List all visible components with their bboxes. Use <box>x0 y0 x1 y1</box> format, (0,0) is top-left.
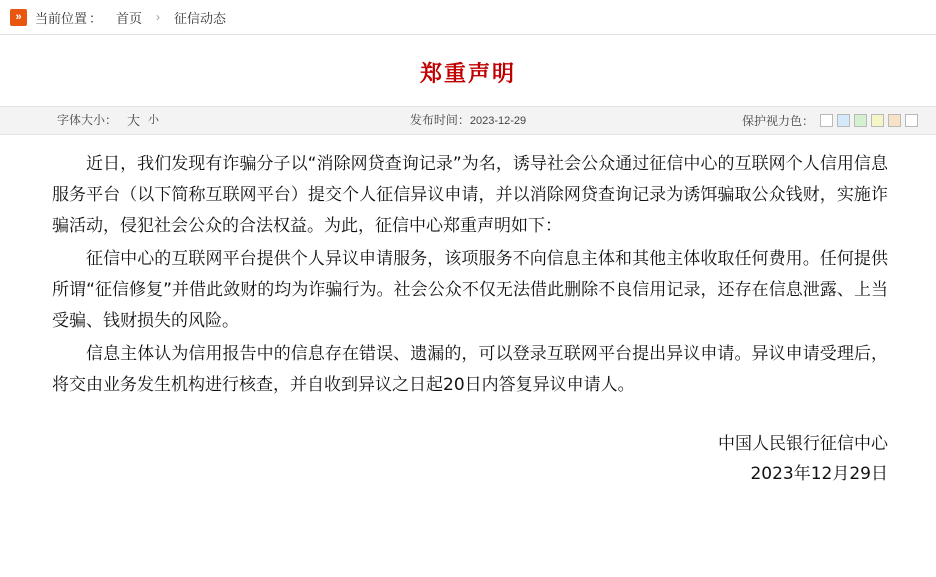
breadcrumb-current-link[interactable]: 征信动态 <box>174 10 227 26</box>
breadcrumb-badge-icon: » <box>10 9 27 26</box>
article-paragraph: 近日，我们发现有诈骗分子以“消除网贷查询记录”为名，诱导社会公众通过征信中心的互联网个人信用信息服务平台（以下简称互联网平台）提交个人征信异议申请，并以消除网贷查询记录为诱饵骗取公众钱财，实施诈骗活动，侵犯社会公众的合法权益。为此，征信中心郑重声明如下： <box>52 154 888 236</box>
color-swatch-5[interactable] <box>888 114 901 127</box>
publish-date: 2023-12-29 <box>469 115 527 127</box>
article-body <box>0 135 936 401</box>
page-title: 郑重声明 <box>419 62 516 87</box>
color-swatch-2[interactable] <box>837 114 850 127</box>
color-swatch-1[interactable] <box>820 114 833 127</box>
article-meta-bar <box>0 106 936 135</box>
publish-label: 发布时间： <box>409 113 470 127</box>
article-paragraph: 征信中心的互联网平台提供个人异议申请服务，该项服务不向信息主体和其他主体收取任何费用。任何提供所谓“征信修复”并借此敛财的均为诈骗行为。社会公众不仅无法借此删除不良信用记录，还存在信息泄露、上当受骗、钱财损失的风险。 <box>52 249 888 331</box>
chevron-right-icon: › <box>156 10 161 24</box>
eye-protection-label: 保护视力色： <box>741 114 814 128</box>
article-paragraph: 信息主体认为信用报告中的信息存在错误、遗漏的，可以登录互联网平台提出异议申请。异议申请受理后，将交由业务发生机构进行核查，并自收到异议之日起20日内答复异议申请人。 <box>52 344 888 395</box>
color-swatch-6[interactable] <box>905 114 918 127</box>
color-swatch-4[interactable] <box>871 114 884 127</box>
font-size-small-button[interactable]: 小 <box>148 114 160 126</box>
eye-protection-colors <box>742 107 922 134</box>
signature-block <box>0 429 936 489</box>
font-size-large-button[interactable]: 大 <box>127 113 141 128</box>
breadcrumb-home-link[interactable]: 首页 <box>116 10 143 26</box>
breadcrumb-label: 当前位置 <box>35 10 88 26</box>
breadcrumb-colon: ： <box>89 10 103 26</box>
font-size-label: 字体大小： <box>57 113 118 127</box>
signature-date: 2023年12月29日 <box>750 464 888 484</box>
color-swatch-3[interactable] <box>854 114 867 127</box>
breadcrumb <box>0 0 936 35</box>
signature-organization: 中国人民银行征信中心 <box>718 434 888 454</box>
